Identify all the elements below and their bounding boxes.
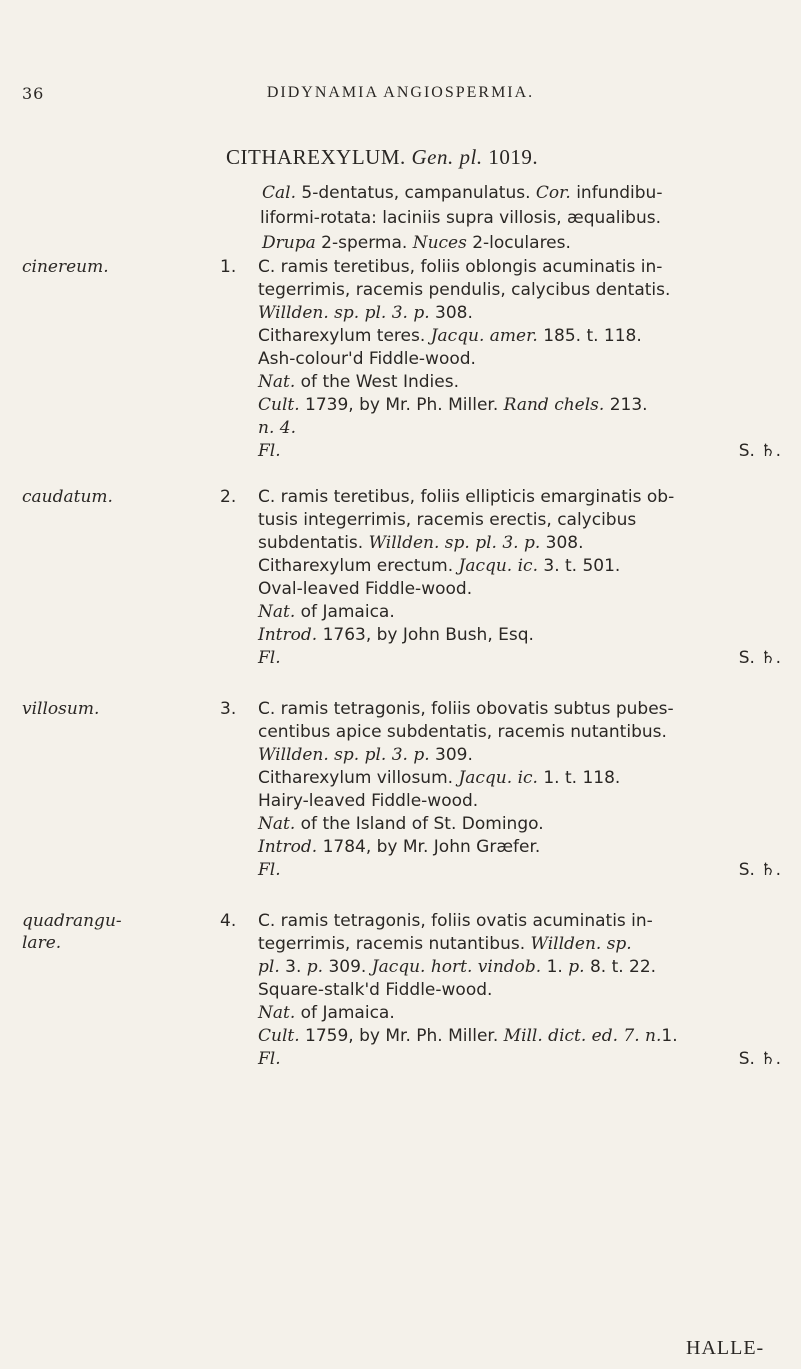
citation-number: 8. t. 22. <box>589 957 657 977</box>
fl-label: Fl. <box>258 1049 281 1069</box>
citation-number: 3. t. 501. <box>543 556 621 576</box>
species-line: tegerrimis, racemis pendulis, calycibus dentatis. <box>258 280 671 300</box>
synonym: Citharexylum villosum. <box>258 768 454 788</box>
genus-number: 1019. <box>488 145 539 169</box>
species-line: subdentatis. <box>258 533 364 553</box>
citation-number: 308. <box>435 303 473 323</box>
species-margin-name <box>22 910 122 954</box>
genus-reference: Gen. pl. <box>411 145 483 169</box>
species-number: 2. <box>220 487 237 507</box>
citation: Jacqu. ic. <box>458 768 538 788</box>
introduction-text: 1763, by John Bush, Esq. <box>322 625 534 645</box>
citation: p. <box>568 957 585 977</box>
nuces-text: 2-loculares. <box>472 233 571 253</box>
common-name: Oval-leaved Fiddle-wood. <box>258 579 473 599</box>
citation-number: 1. <box>661 1026 678 1046</box>
citation: Jacqu. amer. <box>430 326 538 346</box>
citation-number: 308. <box>545 533 584 553</box>
introd-label: Introd. <box>258 837 318 857</box>
citation-number: 213. <box>609 395 648 415</box>
common-name: Square-stalk'd Fiddle-wood. <box>258 980 493 1000</box>
species-entry <box>220 910 795 1071</box>
fl-label: Fl. <box>258 441 281 461</box>
citation: p. <box>306 957 324 977</box>
species-line: C. ramis teretibus, foliis oblongis acuminatis in- <box>258 257 663 277</box>
citation: Willden. sp. pl. 3. p. <box>258 745 430 765</box>
species-line: tusis integerrimis, racemis erectis, calycibus <box>258 510 637 530</box>
fl-label: Fl. <box>258 860 281 880</box>
common-name: Hairy-leaved Fiddle-wood. <box>258 791 479 811</box>
cult-label: Cult. <box>258 1026 300 1046</box>
species-line: centibus apice subdentatis, racemis nutantibus. <box>258 722 667 742</box>
cal-label: Cal. <box>262 183 296 203</box>
introduction-text: 1784, by Mr. John Græfer. <box>322 837 541 857</box>
cultivation-text: 1759, by Mr. Ph. Miller. <box>305 1026 499 1046</box>
species-entry <box>220 698 795 882</box>
nat-label: Nat. <box>258 1003 296 1023</box>
nuces-label: Nuces <box>412 233 467 253</box>
species-line: C. ramis teretibus, foliis ellipticis emarginatis ob- <box>258 487 675 507</box>
species-margin-name-line-1: quadrangu- <box>22 911 122 931</box>
running-head <box>0 84 801 108</box>
drupa-label: Drupa <box>262 233 316 253</box>
citation-number: 1. <box>546 957 563 977</box>
shrub-symbol: S. ♄. <box>738 1049 781 1069</box>
native-region: of the Island of St. Domingo. <box>300 814 544 834</box>
genus-heading <box>226 145 786 170</box>
citation: Willden. sp. pl. 3. p. <box>258 303 430 323</box>
citation: Willden. sp. pl. 3. p. <box>368 533 541 553</box>
citation: Jacqu. ic. <box>458 556 538 576</box>
description-line-2: liformi-rotata: laciniis supra villosis, æqualibus. <box>260 208 662 228</box>
running-title: DIDYNAMIA ANGIOSPERMIA. <box>266 84 535 101</box>
fl-label: Fl. <box>258 648 281 668</box>
species-margin-name: cinereum. <box>22 257 109 277</box>
citation-number: 1. t. 118. <box>543 768 621 788</box>
citation: Willden. sp. <box>530 934 632 954</box>
species-line: tegerrimis, racemis nutantibus. <box>258 934 526 954</box>
species-line: C. ramis tetragonis, foliis obovatis subtus pubes- <box>258 699 674 719</box>
cult-label: Cult. <box>258 395 300 415</box>
citation-number: 309. <box>435 745 473 765</box>
shrub-symbol: S. ♄. <box>738 860 781 880</box>
common-name: Ash-colour'd Fiddle-wood. <box>258 349 476 369</box>
page-number: 36 <box>22 84 45 103</box>
genus-name: CITHAREXYLUM. <box>226 145 406 169</box>
citation-number: 3. <box>285 957 302 977</box>
citation: Rand chels. <box>503 395 605 415</box>
citation-number: 185. t. 118. <box>543 326 642 346</box>
drupa-text: 2-sperma. <box>321 233 408 253</box>
species-margin-name-line-2: lare. <box>22 933 62 953</box>
species-entry <box>220 256 795 463</box>
citation-number: n. 4. <box>258 418 296 438</box>
citation-number: 309. <box>328 957 367 977</box>
cor-text: infundibu- <box>576 183 663 203</box>
introd-label: Introd. <box>258 625 318 645</box>
native-region: of Jamaica. <box>300 1003 395 1023</box>
synonym: Citharexylum erectum. <box>258 556 454 576</box>
cal-text: 5-dentatus, campanulatus. <box>301 183 531 203</box>
citation: Mill. dict. ed. 7. n. <box>503 1026 662 1046</box>
citation: Jacqu. hort. vindob. <box>371 957 542 977</box>
species-entry <box>220 486 795 670</box>
catchword: HALLE- <box>686 1337 765 1359</box>
nat-label: Nat. <box>258 814 296 834</box>
species-number: 3. <box>220 699 237 719</box>
citation: pl. <box>258 957 280 977</box>
species-margin-name: caudatum. <box>22 487 113 507</box>
shrub-symbol: S. ♄. <box>738 648 781 668</box>
native-region: of Jamaica. <box>300 602 395 622</box>
species-margin-name: villosum. <box>22 699 100 719</box>
cultivation-text: 1739, by Mr. Ph. Miller. <box>305 395 499 415</box>
shrub-symbol: S. ♄. <box>738 441 781 461</box>
nat-label: Nat. <box>258 602 296 622</box>
species-number: 4. <box>220 911 237 931</box>
synonym: Citharexylum teres. <box>258 326 426 346</box>
nat-label: Nat. <box>258 372 296 392</box>
native-region: of the West Indies. <box>300 372 459 392</box>
genus-description <box>262 181 792 256</box>
cor-label: Cor. <box>535 183 571 203</box>
species-number: 1. <box>220 257 237 277</box>
species-line: C. ramis tetragonis, foliis ovatis acuminatis in- <box>258 911 653 931</box>
